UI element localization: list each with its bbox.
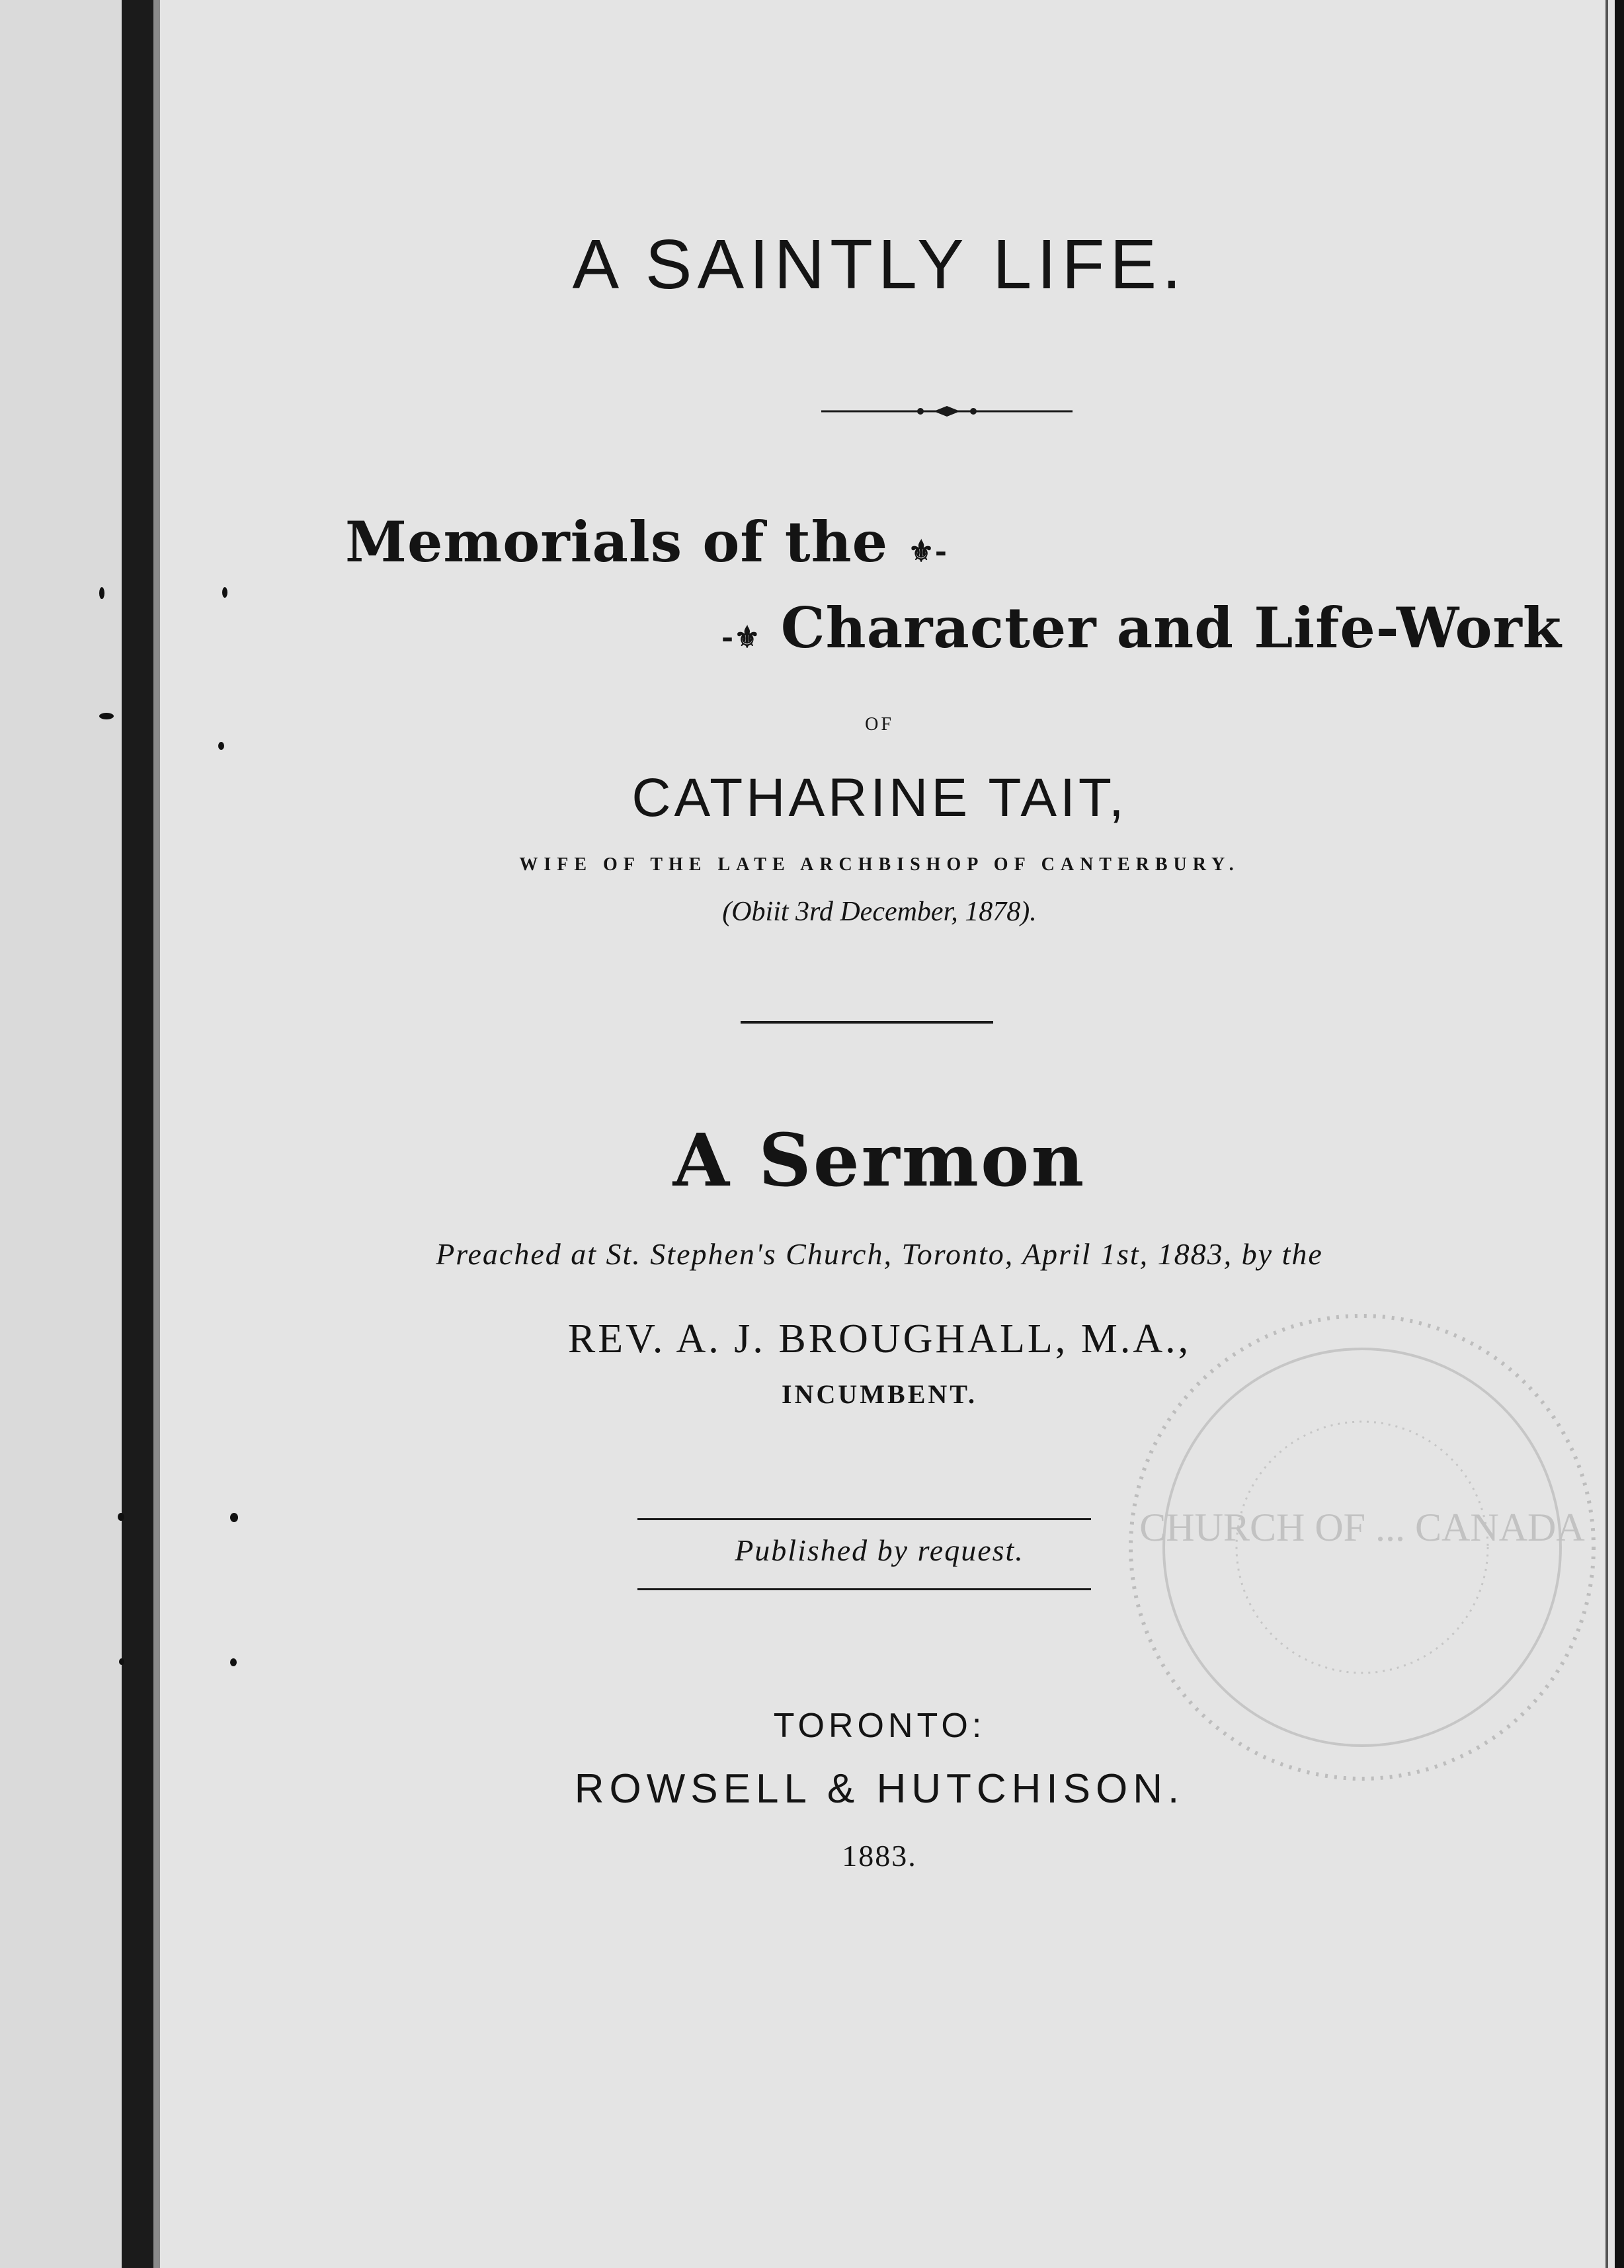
seal-text: CHURCH OF ... CANADA: [1139, 1506, 1585, 1549]
publisher-name: ROWSELL & HUTCHISON.: [574, 1766, 1185, 1812]
subtitle-text-2: Character and Life-Work: [780, 595, 1562, 661]
margin-speck: [118, 1513, 124, 1521]
ornamental-rule-icon: [821, 403, 1073, 419]
published-bottom-rule: [637, 1588, 1091, 1590]
preached-line: Preached at St. Stephen's Church, Toronto, April 1st, 1883, by the: [436, 1237, 1323, 1271]
gutter-shadow: [122, 0, 153, 2268]
obiit-date: (Obiit 3rd December, 1878).: [722, 897, 1037, 927]
author-role: INCUMBENT.: [782, 1379, 977, 1409]
fleuron-icon: -⚜: [721, 621, 761, 655]
author-name: REV. A. J. BROUGHALL, M.A.,: [567, 1316, 1192, 1361]
published-top-rule: [637, 1518, 1091, 1520]
subject-name: CATHARINE TAIT,: [631, 768, 1127, 828]
sermon-heading: A Sermon: [672, 1117, 1086, 1203]
margin-speck: [99, 587, 104, 599]
right-page-edge: [1615, 0, 1624, 2268]
left-margin: [0, 0, 122, 2268]
section-divider: [741, 1021, 993, 1024]
subtitle-text-1: Memorials of the: [345, 509, 889, 575]
subtitle-line-2: [583, 595, 1562, 661]
published-note: Published by request.: [735, 1533, 1024, 1567]
book-title: A SAINTLY LIFE.: [572, 225, 1187, 304]
subject-description: WIFE OF THE LATE ARCHBISHOP OF CANTERBURY.: [519, 854, 1240, 875]
subtitle-line-1: [345, 509, 948, 575]
of-label: OF: [865, 714, 894, 735]
publication-place: TORONTO:: [773, 1707, 986, 1745]
publication-year: 1883.: [842, 1839, 917, 1873]
margin-speck: [119, 1658, 124, 1665]
title-page-content: [160, 0, 1599, 2268]
right-page-edge-line: [1605, 0, 1608, 2268]
fleuron-icon: ⚜-: [908, 535, 948, 569]
margin-speck: [99, 713, 114, 719]
gutter-edge: [153, 0, 160, 2268]
